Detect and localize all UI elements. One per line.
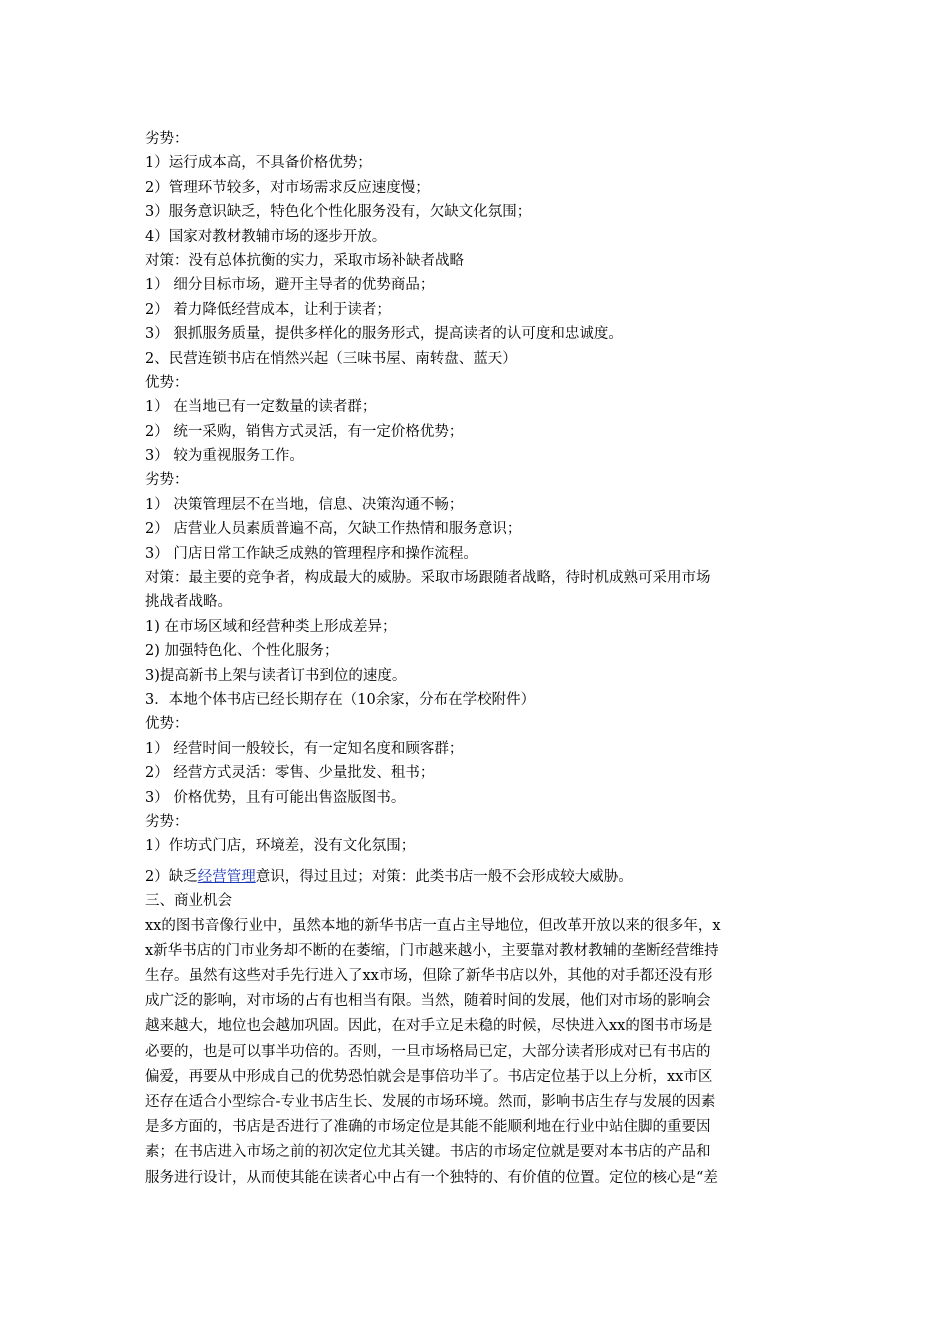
text-line: 3） 门店日常工作缺乏成熟的管理程序和操作流程。 (145, 545, 478, 562)
link-line-suffix: 意识，得过且过；对策：此类书店一般不会形成较大威胁。 (255, 868, 633, 885)
text-line: 对策：最主要的竞争者，构成最大的威胁。采取市场跟随者战略，待时机成熟可采用市场 (145, 570, 711, 587)
text-line: 劣势： (145, 472, 189, 489)
paragraph-line: xx的图书音像行业中，虽然本地的新华书店一直占主导地位，但改革开放以来的很多年，x (145, 917, 721, 934)
text-line: 4）国家对教材教辅市场的逐步开放。 (145, 228, 387, 245)
text-line: 3．本地个体书店已经长期存在（10余家，分布在学校附件） (145, 691, 536, 708)
text-line: 3） 价格优势，且有可能出售盗版图书。 (145, 789, 406, 806)
text-line-with-link (145, 865, 810, 889)
paragraph-line: 偏爱，再要从中形成自己的优势恐怕就会是事倍功半了。书店定位基于以上分析，xx市区 (145, 1068, 713, 1085)
text-line: 劣势： (145, 813, 189, 830)
text-line: 2) 加强特色化、个性化服务； (145, 643, 339, 660)
paragraph-line: 越来越大，地位也会越加巩固。因此，在对手立足未稳的时候，尽快进入xx的图书市场是 (145, 1018, 713, 1035)
management-link[interactable]: 经营管理 (197, 868, 256, 885)
link-line-prefix: 2）缺乏 (145, 868, 198, 885)
paragraph-line: 生存。虽然有这些对手先行进入了xx市场，但除了新华书店以外，其他的对手都还没有形 (145, 967, 713, 984)
text-line: 1）运行成本高，不具备价格优势； (145, 155, 372, 172)
text-line: 3）服务意识缺乏，特色化个性化服务没有，欠缺文化氛围； (145, 204, 532, 221)
body-paragraph (145, 914, 810, 1191)
text-line: 优势： (145, 374, 189, 391)
text-line: 劣势： (145, 131, 189, 147)
document-page (145, 127, 810, 1191)
text-line: 2） 着力降低经营成本，让利于读者； (145, 301, 391, 318)
text-line: 挑战者战略。 (145, 594, 232, 611)
paragraph-line: 素；在书店进入市场之前的初次定位尤其关键。书店的市场定位就是要对本书店的产品和 (145, 1144, 711, 1161)
paragraph-line: 服务进行设计，从而使其能在读者心中占有一个独特的、有价值的位置。定位的核心是“差 (145, 1169, 718, 1186)
text-line: 1）作坊式门店，环境差，没有文化氛围； (145, 838, 416, 855)
paragraph-line: 是多方面的，书店是否进行了准确的市场定位是其能不能顺利地在行业中站住脚的重要因 (145, 1119, 711, 1136)
text-line: 优势： (145, 716, 189, 733)
text-line: 1) 在市场区域和经营种类上形成差异； (145, 618, 397, 635)
text-line: 1） 经营时间一般较长，有一定知名度和顾客群； (145, 740, 464, 757)
paragraph-line: 成广泛的影响，对市场的占有也相当有限。当然，随着时间的发展，他们对市场的影响会 (145, 993, 711, 1010)
text-line: 3） 较为重视服务工作。 (145, 448, 304, 465)
text-line: 1） 在当地已有一定数量的读者群； (145, 399, 377, 416)
text-line: 1） 细分目标市场，避开主导者的优势商品； (145, 277, 435, 294)
text-line: 2、民营连锁书店在悄然兴起（三味书屋、南转盘、蓝天） (145, 350, 517, 367)
paragraph-line: 必要的，也是可以事半功倍的。否则，一旦市场格局已定，大部分读者形成对已有书店的 (145, 1043, 711, 1060)
paragraph-line: 还存在适合小型综合-专业书店生长、发展的市场环境。然而，影响书店生存与发展的因素 (145, 1093, 716, 1110)
section-heading: 三、商业机会 (145, 893, 232, 910)
text-line: 3） 狠抓服务质量，提供多样化的服务形式，提高读者的认可度和忠诚度。 (145, 326, 623, 343)
text-line: 对策：没有总体抗衡的实力，采取市场补缺者战略 (145, 252, 464, 269)
text-line: 3)提高新书上架与读者订书到位的速度。 (145, 667, 407, 684)
text-line: 2） 经营方式灵活：零售、少量批发、租书； (145, 765, 435, 782)
text-line: 1） 决策管理层不在当地，信息、决策沟通不畅； (145, 496, 464, 513)
text-line: 2） 店营业人员素质普遍不高，欠缺工作热情和服务意识； (145, 521, 522, 538)
paragraph-line: x新华书店的门市业务却不断的在萎缩，门市越来越小，主要靠对教材教辅的垄断经营维持 (145, 942, 719, 959)
text-line: 2） 统一采购，销售方式灵活，有一定价格优势； (145, 423, 464, 440)
text-line: 2）管理环节较多，对市场需求反应速度慢； (145, 179, 430, 196)
